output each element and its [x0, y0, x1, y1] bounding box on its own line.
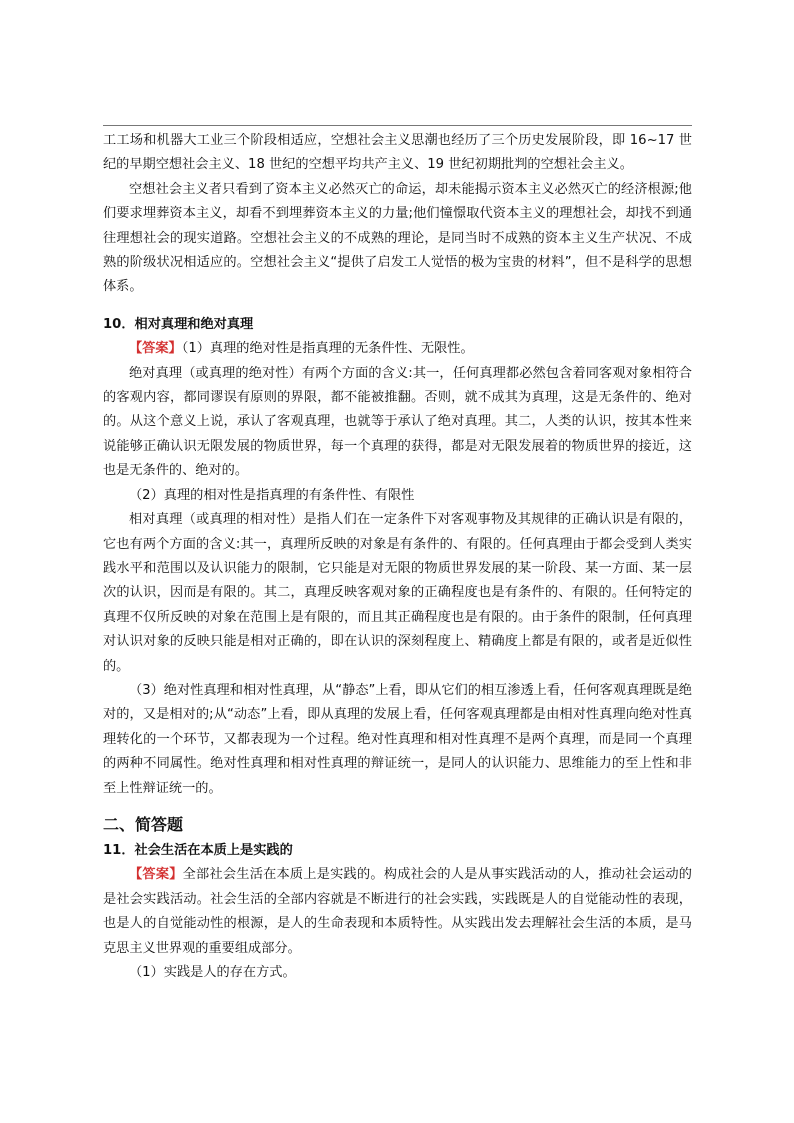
q10-answer-2-head: （2）真理的相对性是指真理的有条件性、有限性 — [129, 487, 415, 503]
q10-answer-1-body: 绝对真理（或真理的绝对性）有两个方面的含义:其一，任何真理都必然包含着同客观对象相符合的客观内容，都同谬误有原则的界限，都不能被推翻。否则，就不成其为真理，这是无条件的、绝对的。从这个意义上说，承认了客观真理，也就等于承认了绝对真理。其二，人类的认识，按其本性来说能够正确认识无限发展的物质世界，每一个真理的获得，都是对无限发展着的物质世界的接近，这也是无条件的、绝对的。 — [103, 365, 692, 479]
header-rule — [103, 125, 692, 126]
intro-paragraph-2: 空想社会主义者只看到了资本主义必然灭亡的命运，却未能揭示资本主义必然灭亡的经济根源;他们要求埋葬资本主义，却看不到埋葬资本主义的力量;他们憧憬取代资本主义的理想社会，却找不到通往理想社会的现实道路。空想社会主义的不成熟的理论，是同当时不成熟的资本主义生产状况、不成熟的阶级状况相适应的。空想社会主义“提供了启发工人觉悟的极为宝贵的材料”，但不是科学的思想体系。 — [103, 181, 692, 295]
intro-paragraph-1: 工工场和机器大工业三个阶段相适应，空想社会主义思潮也经历了三个历史发展阶段，即 16~17 世纪的早期空想社会主义、18 世纪的空想平均共产主义、19 世纪初期批判的空想社会主义。 — [103, 133, 692, 173]
question-11-title: 11．社会生活在本质上是实践的 — [103, 842, 293, 858]
q11-answer-body-text: 全部社会生活在本质上是实践的。构成社会的人是从事实践活动的人，推动社会运动的是社会实践活动。社会生活的全部内容就是不断进行的社会实践，实践既是人的自觉能动性的表现，也是人的自觉能动性的根源，是人的生命表现和本质特性。从实践出发去理解社会生活的本质，是马克思主义世界观的重要组成部分。 — [103, 867, 692, 956]
section-2-heading: 二、简答题 — [103, 814, 184, 834]
q10-answer-2-body: 相对真理（或真理的相对性）是指人们在一定条件下对客观事物及其规律的正确认识是有限的，它也有两个方面的含义:其一，真理所反映的对象是有条件的、有限的。任何真理由于都会受到人类实践水平和范围以及认识能力的限制，它只能是对无限的物质世界发展的某一阶段、某一方面、某一层次的认识，因而是有限的。其二，真理反映客观对象的正确程度也是有条件的、有限的。任何特定的真理不仅所反映的对象在范围上是有限的，而且其正确程度也是有限的。由于条件的限制，任何真理对认识对象的反映只能是相对正确的，即在认识的深刻程度上、精确度上都是有限的，或者是近似性的。 — [103, 512, 692, 674]
q10-answer-1-head-text: （1）真理的绝对性是指真理的无条件性、无限性。 — [181, 341, 474, 357]
answer-tag: 【答案】 — [129, 341, 182, 357]
answer-tag: 【答案】 — [129, 867, 183, 883]
document-body — [103, 129, 692, 985]
q11-answer-body — [103, 863, 692, 961]
question-10-title: 10．相对真理和绝对真理 — [103, 316, 254, 332]
q11-answer-1: （1）实践是人的存在方式。 — [129, 965, 296, 980]
q10-answer-1-head — [103, 337, 692, 361]
q10-answer-3: （3）绝对性真理和相对性真理，从“静态”上看，即从它们的相互渗透上看，任何客观真理既是绝对的，又是相对的;从“动态”上看，即从真理的发展上看，任何客观真理都是由相对性真理向绝对性真理转化的一个环节，又都表现为一个过程。绝对性真理和相对性真理不是两个真理，而是同一个真理的两种不同属性。绝对性真理和相对性真理的辩证统一，是同人的认识能力、思维能力的至上性和非至上性辩证统一的。 — [103, 682, 692, 796]
